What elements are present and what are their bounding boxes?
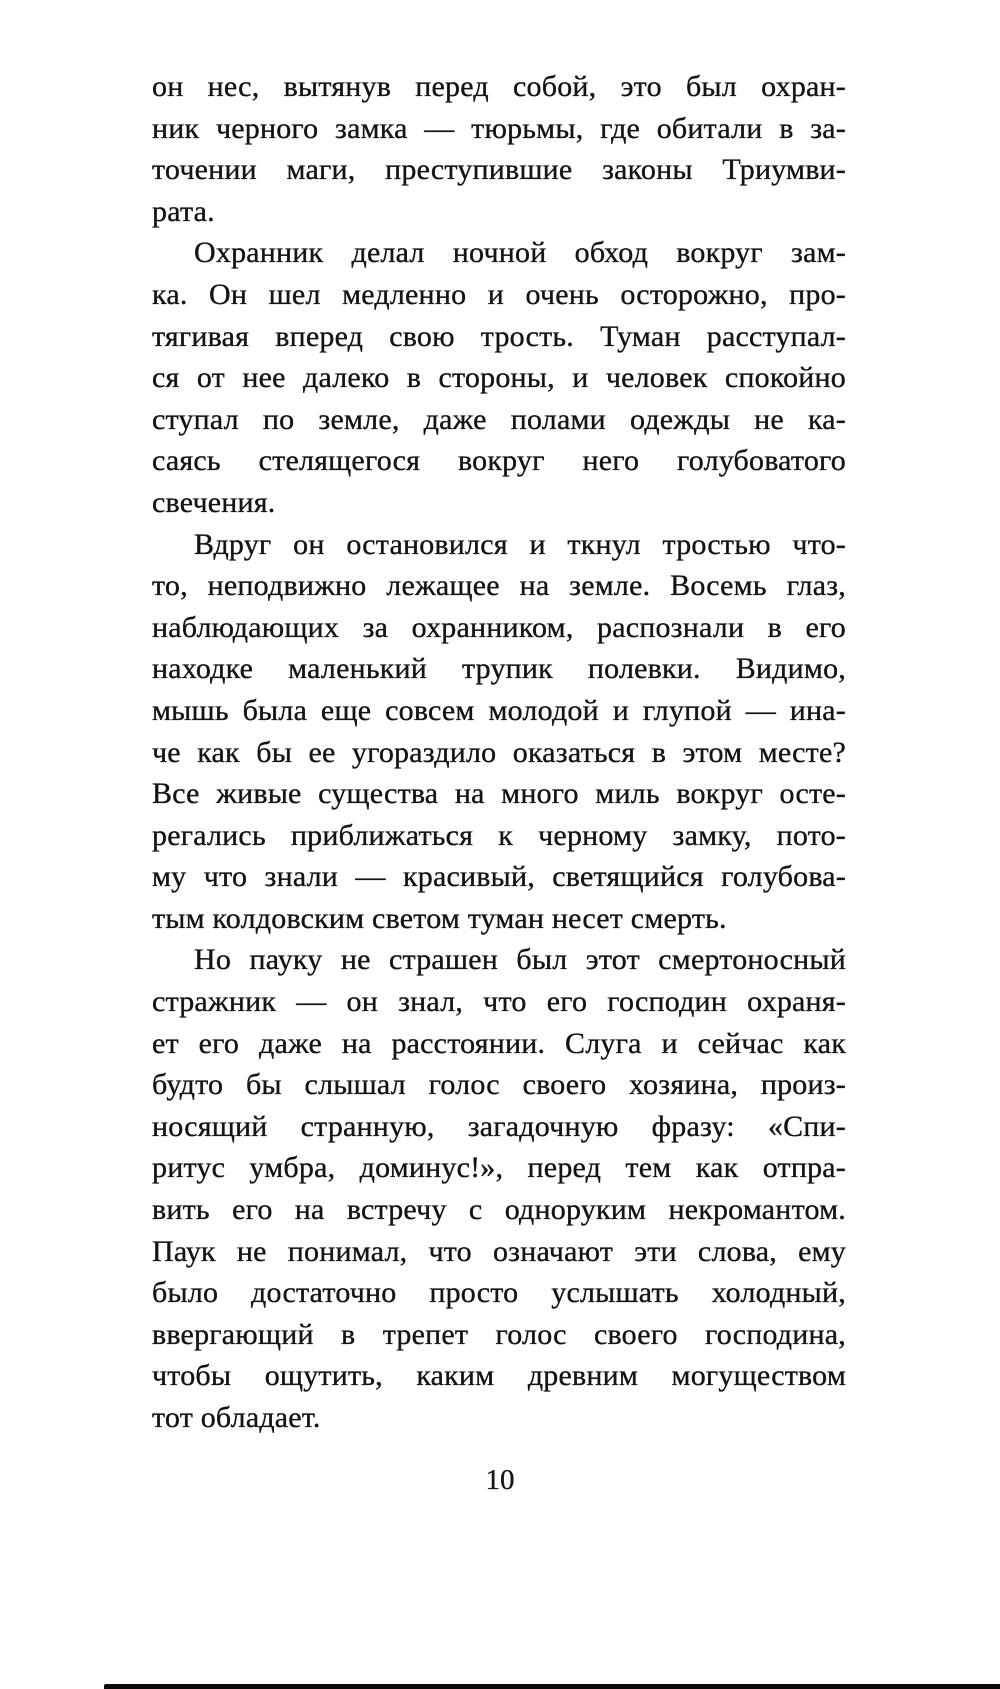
- text-line: мышь была еще совсем молодой и глупой — ина-: [152, 693, 846, 727]
- text-line: чтобы ощутить, каким древним могуществом: [152, 1359, 846, 1393]
- text-line: саясь стелящегося вокруг него голубоватого: [152, 444, 846, 478]
- text-line: Но пауку не страшен был этот смертоносный: [194, 943, 846, 977]
- text-line: то, неподвижно лежащее на земле. Восемь глаз,: [152, 569, 846, 603]
- text-line: ступал по земле, даже полами одежды не ка-: [152, 402, 846, 436]
- text-line: ввергающий в трепет голос своего господина,: [152, 1317, 846, 1351]
- text-line: ритус умбра, доминус!», перед тем как отпра-: [152, 1151, 846, 1185]
- text-line: Все живые существа на много миль вокруг осте-: [152, 777, 846, 811]
- text-line: тым колдовским светом туман несет смерть.: [152, 901, 727, 935]
- text-line: ник черного замка — тюрьмы, где обитали в за-: [152, 111, 846, 145]
- text-line: точении маги, преступившие законы Триумви-: [152, 153, 846, 187]
- text-line: регались приближаться к черному замку, пото-: [152, 818, 846, 852]
- text-line: тот обладает.: [152, 1401, 321, 1434]
- body-text: [152, 66, 846, 1439]
- text-line: стражник — он знал, что его господин охраня-: [152, 985, 846, 1019]
- text-line: ся от нее далеко в стороны, и человек спокойно: [152, 361, 846, 395]
- text-line: вить его на встречу с одноруким некромантом.: [152, 1193, 846, 1227]
- text-line: Вдруг он остановился и ткнул тростью что-: [194, 527, 846, 561]
- text-line: му что знали — красивый, светящийся голубова-: [152, 860, 846, 894]
- text-line: свечения.: [152, 485, 276, 519]
- text-line: Паук не понимал, что означают эти слова, ему: [152, 1234, 846, 1268]
- text-line: он нес, вытянув перед собой, это был охран-: [152, 70, 846, 103]
- paragraph: [152, 939, 846, 1438]
- text-line: было достаточно просто услышать холодный,: [152, 1276, 846, 1310]
- text-line: будто бы слышал голос своего хозяина, произ-: [152, 1068, 846, 1102]
- text-line: рата.: [152, 194, 215, 228]
- paragraph: [152, 524, 846, 940]
- text-line: Охранник делал ночной обход вокруг зам-: [194, 236, 846, 270]
- text-line: че как бы ее угораздило оказаться в этом месте?: [152, 735, 846, 769]
- text-line: ет его даже на расстоянии. Слуга и сейчас как: [152, 1026, 846, 1060]
- text-line: наблюдающих за охранником, распознали в его: [152, 610, 846, 644]
- page-number: 10: [485, 1464, 515, 1496]
- text-line: ка. Он шел медленно и очень осторожно, про-: [152, 277, 846, 311]
- scan-edge-artifact: [104, 1684, 1000, 1689]
- text-line: тягивая вперед свою трость. Туман расступал-: [152, 319, 846, 353]
- text-line: находке маленький трупик полевки. Видимо,: [152, 652, 846, 686]
- paragraph: [152, 66, 846, 232]
- paragraph: [152, 232, 846, 523]
- text-line: носящий странную, загадочную фразу: «Спи-: [152, 1109, 846, 1143]
